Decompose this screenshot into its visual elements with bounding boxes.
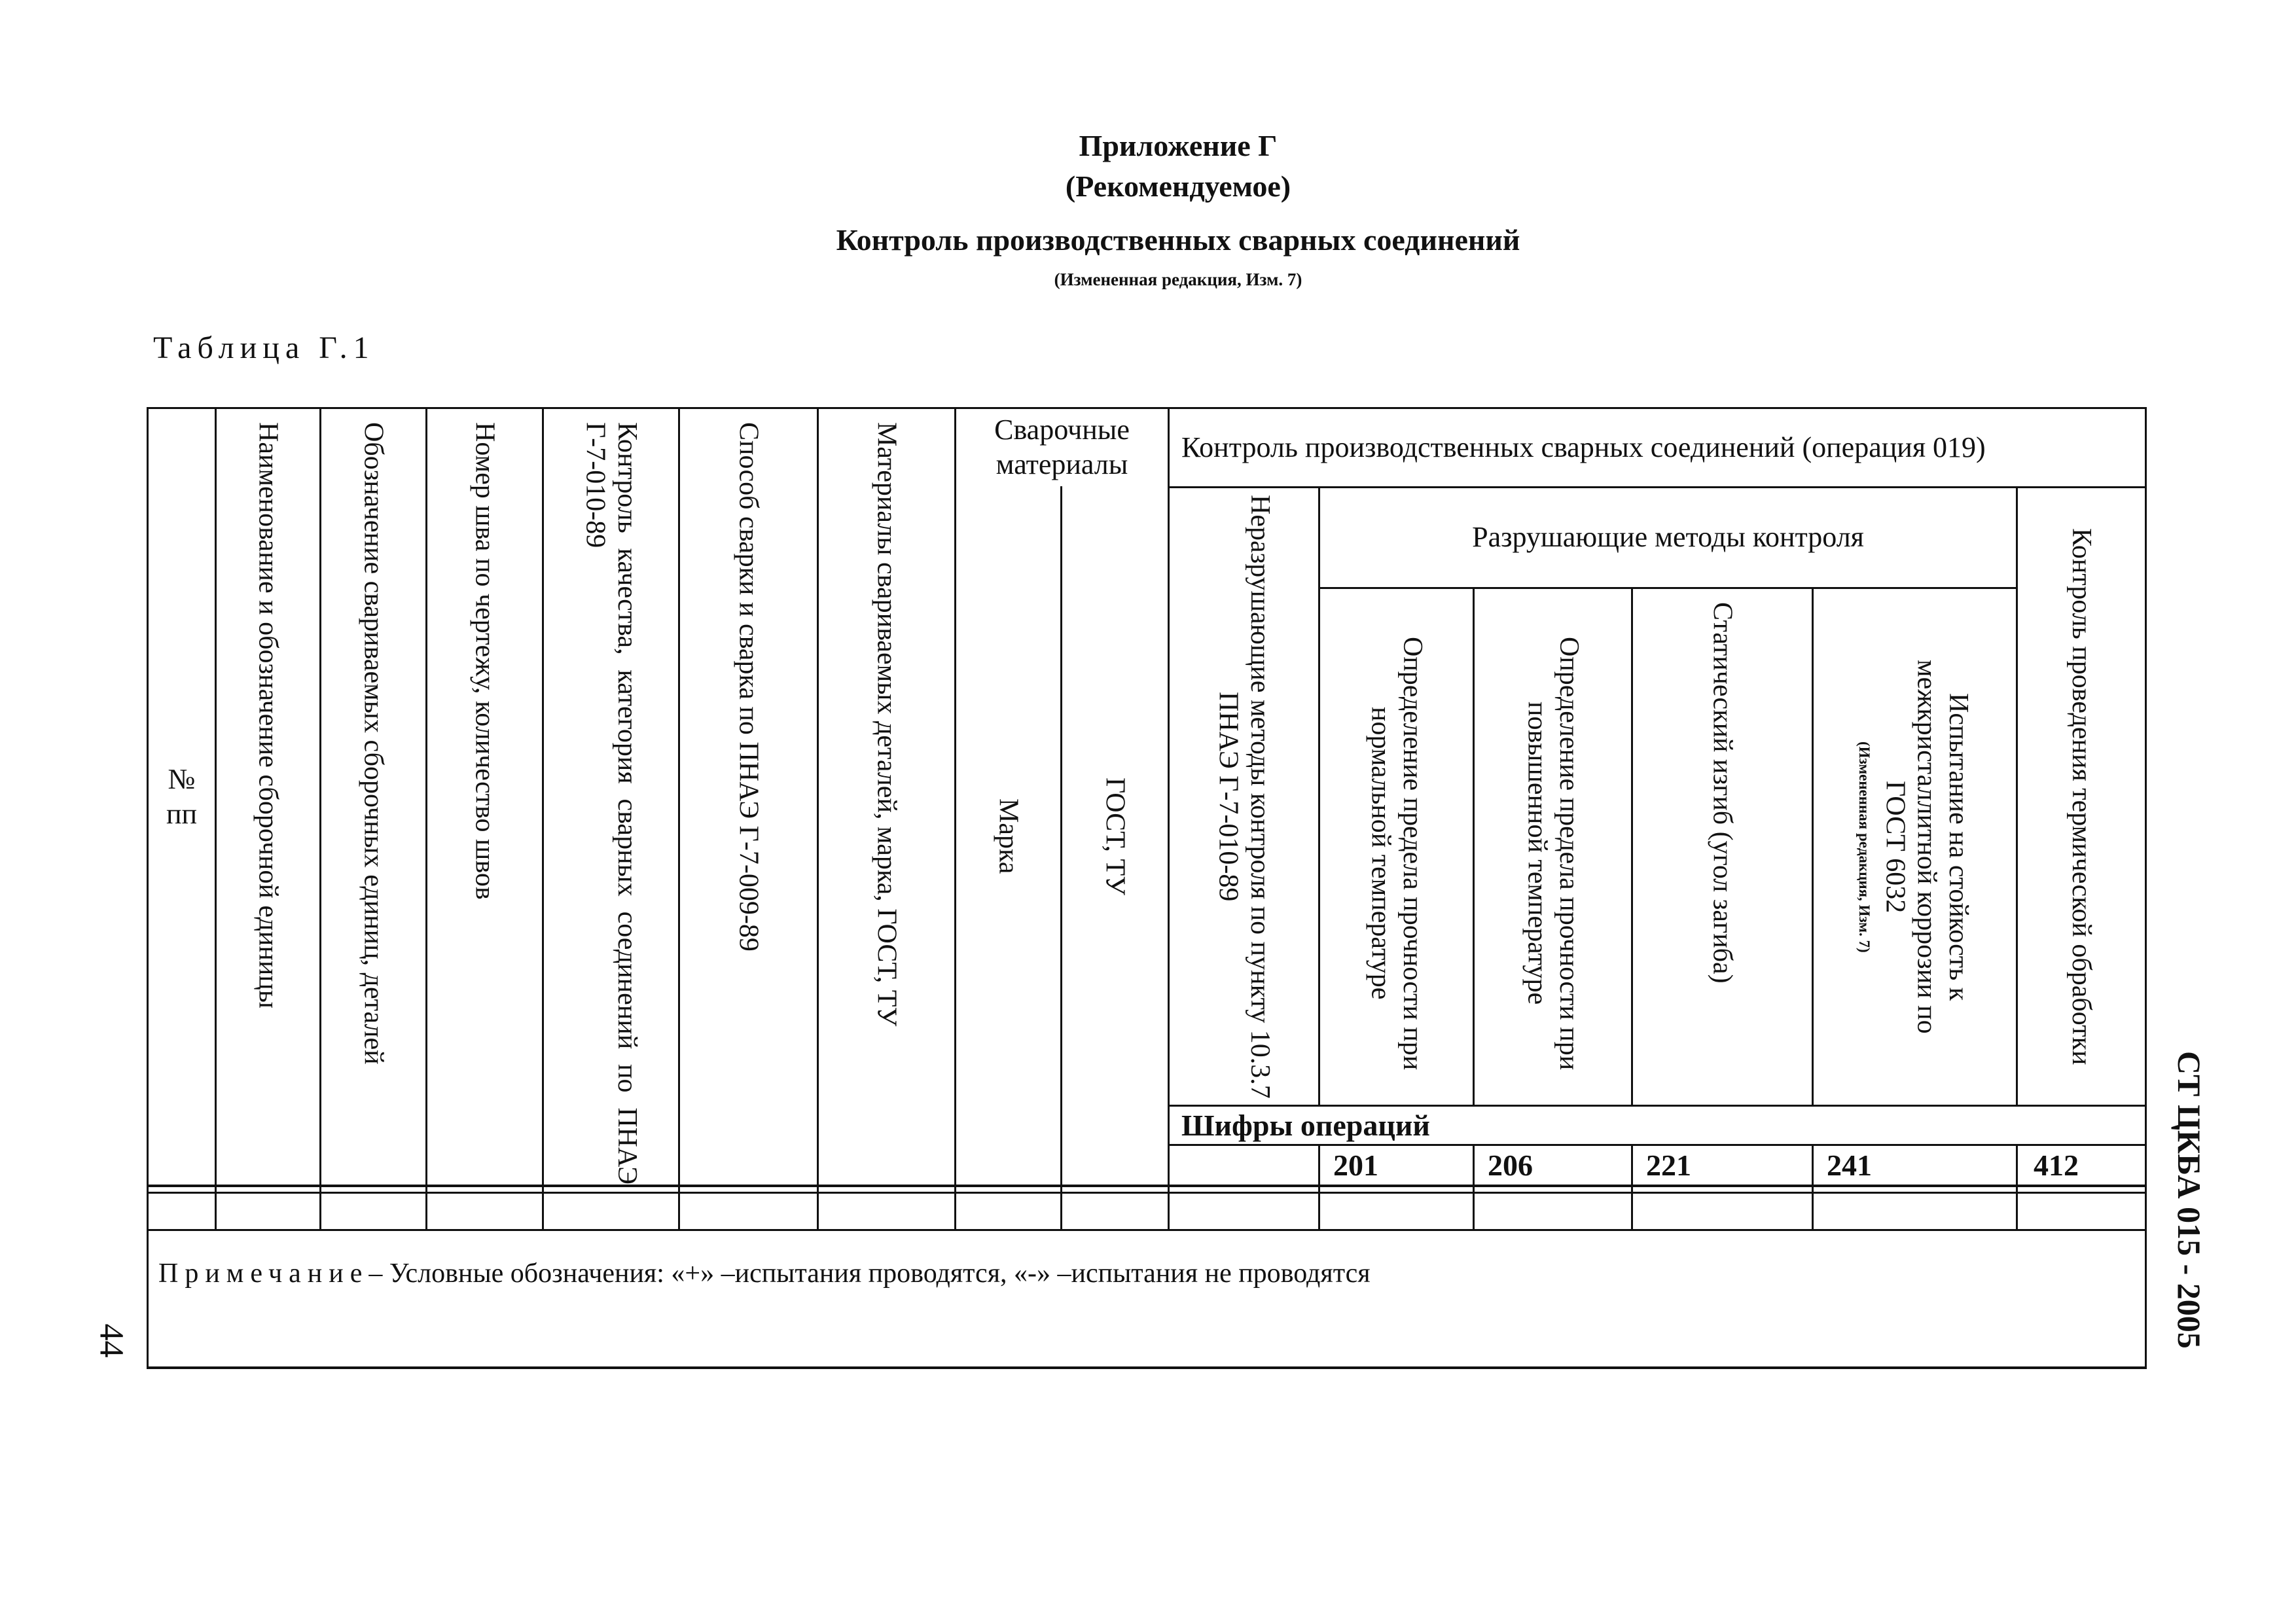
column-header-control-group: Контроль производственных сварных соединений (операция 019)	[1181, 431, 1986, 463]
appendix-status: (Рекомендуемое)	[1065, 169, 1291, 203]
operation-codes-label: Шифры операций	[1181, 1109, 1430, 1142]
column-header-static-bend: Статический изгиб (угол загиба)	[1707, 602, 1738, 984]
column-header-strength-high: Определение предела прочности при повышенной температуре	[1522, 636, 1584, 1071]
column-header-materials: Материалы свариваемых деталей, марка, ГОСТ, ТУ	[871, 422, 902, 1027]
page-number-text: 44	[92, 1323, 130, 1357]
page-number	[92, 1309, 131, 1372]
column-header-nondestructive: Неразрушающие методы контроля по пункту 10.3.7 ПНАЭ Г-7-010-89	[1213, 494, 1275, 1099]
operation-code-201: 201	[1333, 1149, 1378, 1182]
appendix-title: Приложение Г	[1079, 129, 1278, 162]
column-header-number: № пп	[166, 762, 198, 830]
column-header-quality-control: Контроль качества, категория сварных соединений по ПНАЭ Г-7-010-89	[580, 422, 642, 1185]
column-header-welding-materials: Сварочные материалы	[994, 414, 1130, 480]
page-title: Контроль производственных сварных соединений	[836, 223, 1520, 257]
column-header-welding-method: Способ сварки и сварка по ПНАЭ Г-7-009-89	[733, 422, 764, 952]
column-header-gost: ГОСТ, ТУ	[1100, 777, 1130, 895]
revision-note: (Измененная редакция, Изм. 7)	[1054, 270, 1302, 289]
column-header-assembly-name: Наименование и обозначение сборочной единицы	[253, 422, 283, 1008]
note-text: – Условные обозначения: «+» –испытания проводятся, «-» –испытания не проводятся	[368, 1258, 1371, 1289]
operation-code-206: 206	[1488, 1149, 1533, 1182]
column-header-parts-designation: Обозначение свариваемых сборочных единиц, деталей	[358, 422, 389, 1065]
operation-code-221: 221	[1646, 1149, 1691, 1182]
column-header-corrosion: Испытание на стойкость к межкристаллитной коррозии по ГОСТ 6032	[1880, 660, 1973, 1034]
operation-code-412: 412	[2034, 1149, 2079, 1182]
column-header-seam-number: Номер шва по чертежу, количество швов	[469, 422, 500, 900]
control-table	[147, 407, 2147, 1369]
column-header-destructive-group: Разрушающие методы контроля	[1472, 521, 1864, 554]
column-header-strength-normal: Определение предела прочности при нормальной температуре	[1365, 636, 1427, 1071]
corrosion-revision-note: (Измененная редакция, Изм. 7)	[1856, 741, 1873, 953]
note-label: Примечание	[158, 1258, 369, 1289]
table-note	[158, 1258, 1371, 1289]
operation-code-241: 241	[1827, 1149, 1872, 1182]
column-header-heat-treatment: Контроль проведения термической обработки	[2066, 527, 2097, 1065]
column-header-grade: Марка	[993, 798, 1024, 874]
table-label: Таблица Г.1	[153, 330, 375, 365]
document-code: СТ ЦКБА 015 - 2005	[2171, 1050, 2208, 1349]
column-header-corrosion-cell	[1814, 589, 2016, 1105]
